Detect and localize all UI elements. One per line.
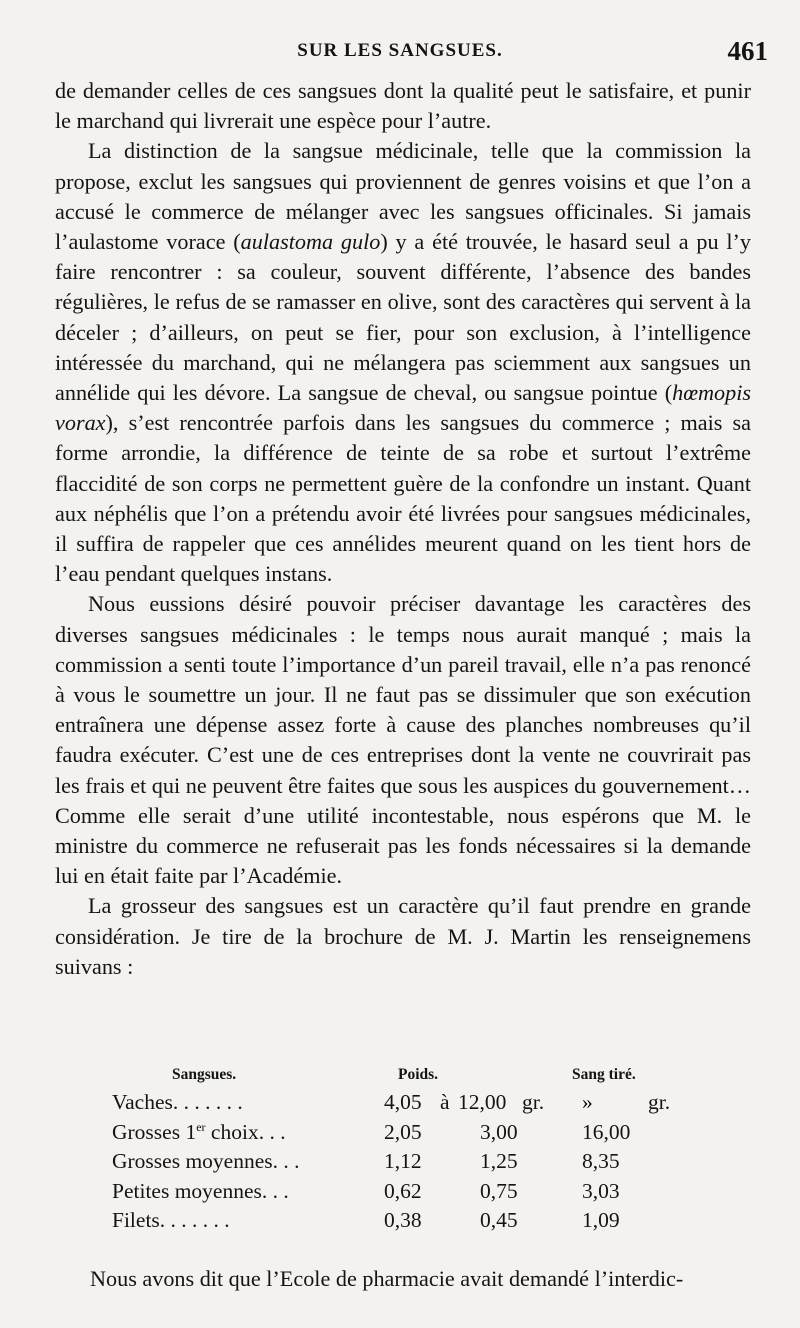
weight-min: 1,12 bbox=[384, 1149, 422, 1173]
table-header bbox=[112, 1062, 672, 1090]
paragraph-commission: Nous eussions désiré pouvoir préciser davantage les caractères des diverses sangsues médicinales : le temps nous aurait manqué ; mais la commission a senti toute l’importance d’un pareil travail, elle n’a pas renoncé à vous le soumettre un jour. Il ne faut pas se dissimuler que son exécution entraînera une dépense assez forte à cause des planches nombreuses qu’il faudra exécuter. C’est une de ces entreprises dont la vente ne couvrirait pas les frais et qui ne peuvent être faites que sous les auspices du gouvernement… Comme elle serait d’une utilité incontestable, nous espérons que M. le ministre du commerce ne refuserait pas les fonds nécessaires si la demande lui en était faite par l’Académie. bbox=[55, 591, 751, 889]
blood-value: 8,35 bbox=[582, 1149, 620, 1173]
paragraph-leech-distinction bbox=[55, 136, 751, 589]
table-row bbox=[112, 1090, 672, 1120]
blood-value: » bbox=[582, 1090, 593, 1114]
table-row bbox=[112, 1179, 672, 1209]
weight-min: 0,62 bbox=[384, 1178, 422, 1203]
table-row bbox=[112, 1120, 672, 1150]
row-name: Vaches. . . . . . . bbox=[112, 1090, 243, 1114]
row-name: Grosses 1er choix. . . bbox=[112, 1119, 286, 1144]
weight-max: 3,00 bbox=[480, 1119, 518, 1144]
paragraph-continued bbox=[55, 76, 751, 136]
weight-min: 4,05 bbox=[384, 1090, 422, 1114]
continuing-paragraph: Nous avons dit que l’Ecole de pharmacie avait demandé l’interdic- bbox=[90, 1266, 684, 1291]
blood-value: 1,09 bbox=[582, 1208, 620, 1232]
header-sang-tire: Sang tiré. bbox=[572, 1066, 636, 1083]
superscript: er bbox=[196, 1119, 206, 1134]
weight-unit: gr. bbox=[522, 1090, 545, 1114]
blood-value: 3,03 bbox=[582, 1178, 620, 1203]
leech-size-table bbox=[112, 1062, 672, 1238]
row-name: Filets. . . . . . . bbox=[112, 1208, 230, 1232]
header-sangsues: Sangsues. bbox=[172, 1066, 237, 1083]
running-head: SUR LES SANGSUES. bbox=[297, 40, 503, 61]
page-number: 461 bbox=[727, 36, 768, 66]
range-separator: à bbox=[440, 1090, 450, 1114]
weight-max: 0,75 bbox=[480, 1178, 518, 1203]
weight-max: 1,25 bbox=[480, 1149, 518, 1173]
text-run: ), s’est rencontrée parfois dans les sangsues du commerce ; mais sa forme arrondie, la différence de teinte de sa robe et surtout l’extrême flaccidité de son corps ne permettent guère de la confondre un instant. Quant aux néphélis que l’on a prétendu avoir été livrées pour sangsues médicinales, il suffira de rappeler que ces annélides meurent quand on les tient hors de l’eau pendant quelques instans. bbox=[55, 410, 751, 587]
body-text bbox=[55, 76, 751, 982]
weight-min: 2,05 bbox=[384, 1119, 422, 1144]
weight-min: 0,38 bbox=[384, 1208, 422, 1232]
row-name: Grosses moyennes. . . bbox=[112, 1149, 300, 1173]
text-run: ) y a été trouvée, le hasard seul a pu l’y faire rencontrer : sa couleur, souvent différente, l’absence des bandes régulières, le refus de se ramasser en olive, sont des caractères qui servent à la déceler ; d’ailleurs, on peut se fier, pour son exclusion, à l’intelligence intéressée du marchand, qui ne mélangera pas sciemment aux sangsues un annélide qui les dévore. La sangsue de cheval, ou sangsue pointue ( bbox=[55, 229, 752, 406]
blood-value: 16,00 bbox=[582, 1119, 631, 1144]
species-name-haemopis: hœmopis vorax bbox=[55, 380, 751, 436]
blood-unit: gr. bbox=[648, 1090, 671, 1114]
table-row bbox=[112, 1149, 672, 1179]
paragraph-size: La grosseur des sangsues est un caractère qu’il faut prendre en grande considération. Je tire de la brochure de M. J. Martin les renseignemens suivans : bbox=[55, 893, 751, 979]
weight-max: 0,45 bbox=[480, 1208, 518, 1232]
species-name-aulastoma: aulastoma gulo bbox=[240, 229, 381, 255]
paragraph-line: de demander celles de ces sangsues dont la qualité peut le satisfaire, bbox=[55, 78, 675, 103]
paragraph-line: et punir le marchand qui livrerait une espèce pour l’autre. bbox=[55, 78, 751, 134]
weight-max: 12,00 bbox=[458, 1090, 507, 1114]
page-header bbox=[0, 36, 800, 70]
text-run: La distinction de la sangsue médicinale, telle que la commission la propose, exclut les sangsues qui proviennent de genres voisins et que l’on a accusé le commerce de mélanger avec les sangsues officinales. Si jamais l’aulastome vorace ( bbox=[55, 138, 751, 255]
header-poids: Poids. bbox=[398, 1066, 439, 1083]
table-row bbox=[112, 1208, 672, 1238]
row-name: Petites moyennes. . . bbox=[112, 1178, 289, 1203]
